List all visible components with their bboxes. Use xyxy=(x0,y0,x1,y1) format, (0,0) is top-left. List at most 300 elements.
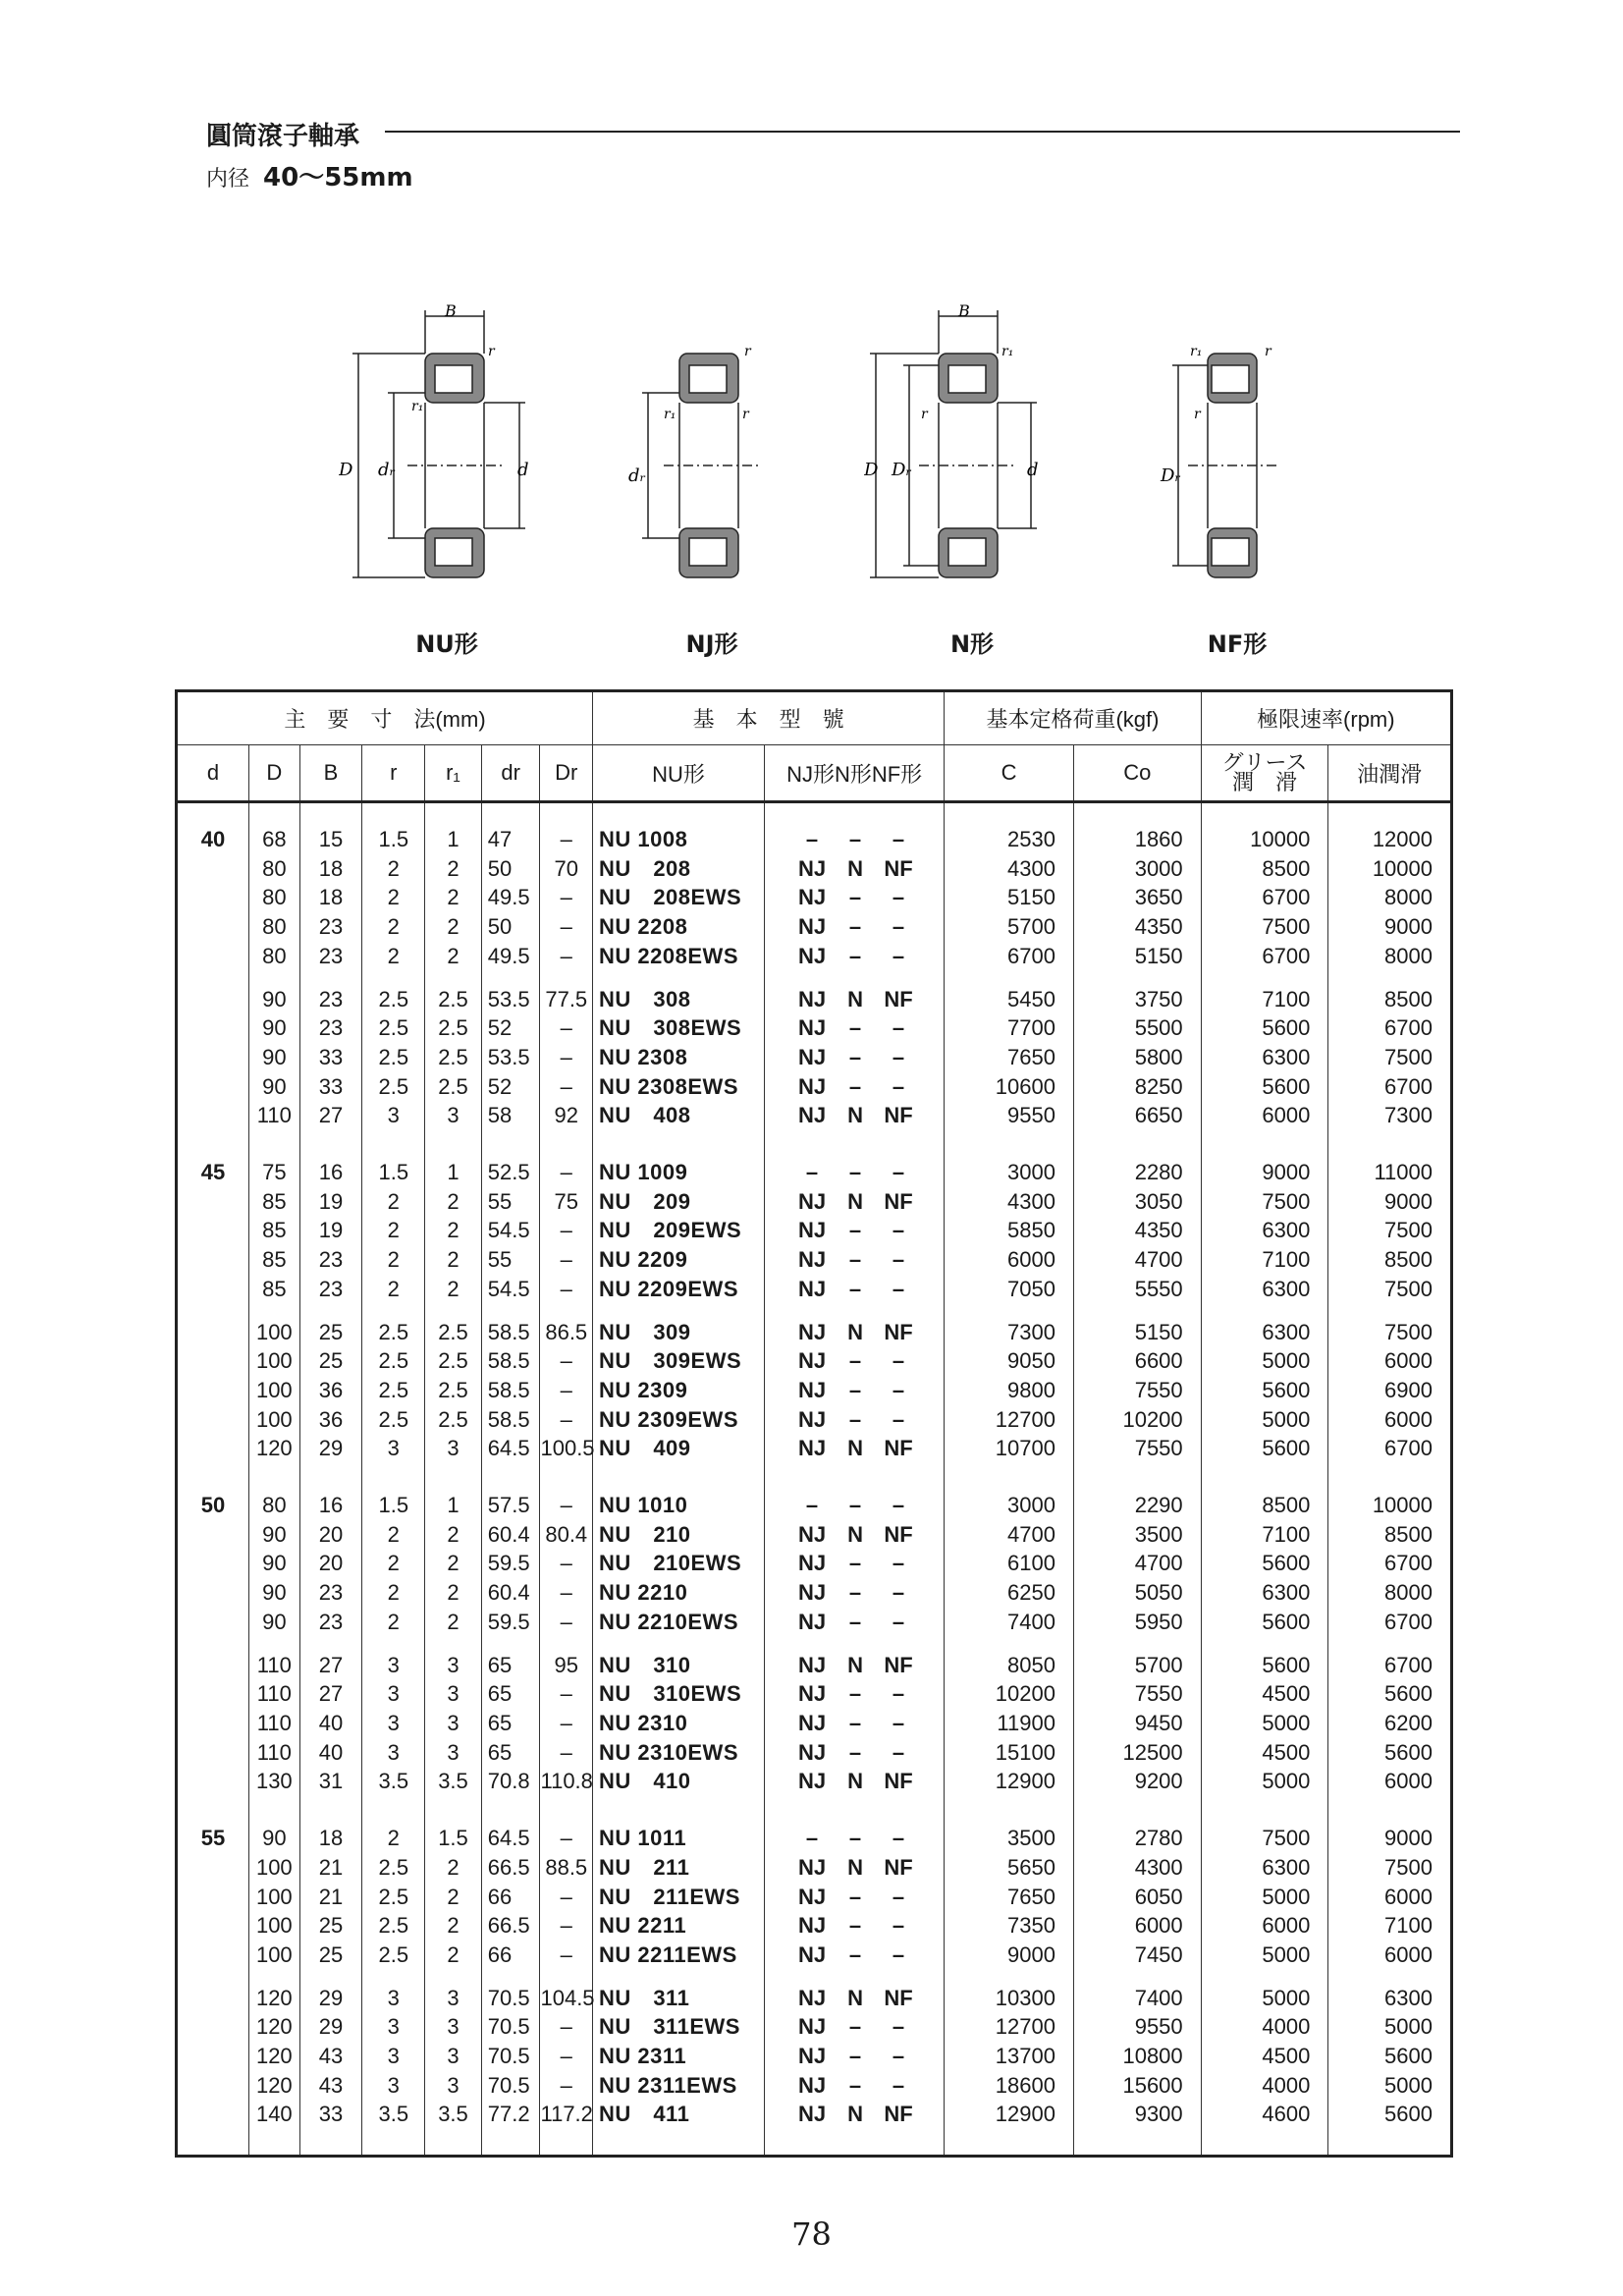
nf-bearing-drawing xyxy=(1149,304,1296,609)
table-row xyxy=(177,1043,1452,1072)
type-nj: NJ xyxy=(797,1073,827,1099)
spacer-cell xyxy=(1201,1144,1328,1158)
table-row xyxy=(177,1853,1452,1883)
cell-d xyxy=(177,942,249,971)
cell-r1: 2 xyxy=(425,1941,482,1970)
cell-Co: 12500 xyxy=(1073,1738,1201,1768)
cell-grease: 5600 xyxy=(1201,1651,1328,1680)
cell-nu-model: NU 2311 xyxy=(593,2042,765,2071)
cell-oil: 8000 xyxy=(1328,1578,1452,1608)
cell-Dr: – xyxy=(540,1738,593,1768)
type-n: N xyxy=(847,986,863,1011)
cell-dr: 70.5 xyxy=(481,2012,540,2042)
cell-grease: 5600 xyxy=(1201,1376,1328,1405)
cell-dr: 52.5 xyxy=(481,1158,540,1187)
cell-r1: 1.5 xyxy=(425,1824,482,1853)
type-nf: – xyxy=(892,1218,905,1243)
cell-C: 10700 xyxy=(945,1434,1074,1463)
cell-Co: 5150 xyxy=(1073,942,1201,971)
cell-dr: 58.5 xyxy=(481,1405,540,1435)
cell-B: 20 xyxy=(299,1520,362,1550)
cell-oil: 8500 xyxy=(1328,985,1452,1014)
cell-r1: 2 xyxy=(425,1187,482,1217)
spacer-cell xyxy=(299,1304,362,1318)
cell-C: 12900 xyxy=(945,2100,1074,2129)
cell-r: 3 xyxy=(362,2012,425,2042)
cell-D: 120 xyxy=(249,2042,299,2071)
table-row xyxy=(177,2071,1452,2101)
label-d: d xyxy=(517,460,529,480)
cell-oil: 7500 xyxy=(1328,1043,1452,1072)
table-row xyxy=(177,883,1452,912)
cell-C: 10300 xyxy=(945,1984,1074,2013)
cell-Co: 2280 xyxy=(1073,1158,1201,1187)
cell-C: 7700 xyxy=(945,1013,1074,1043)
cell-Co: 9300 xyxy=(1073,2100,1201,2129)
cell-d xyxy=(177,1984,249,2013)
spacer-cell xyxy=(362,1637,425,1651)
cell-dr: 53.5 xyxy=(481,985,540,1014)
table-row xyxy=(177,1376,1452,1405)
type-n: – xyxy=(848,2014,862,2040)
cell-D: 90 xyxy=(249,1549,299,1578)
type-nf: – xyxy=(892,1609,905,1634)
table-row xyxy=(177,1520,1452,1550)
cell-oil: 7500 xyxy=(1328,1275,1452,1304)
cell-r: 2 xyxy=(362,1520,425,1550)
spacer-cell xyxy=(1328,1463,1452,1477)
cell-types xyxy=(765,1434,945,1463)
spacer-cell xyxy=(765,1130,945,1144)
type-nj: NJ xyxy=(797,1913,827,1939)
cell-d xyxy=(177,1013,249,1043)
type-nf: – xyxy=(892,2014,905,2040)
cell-grease: 5000 xyxy=(1201,1767,1328,1796)
type-nf: NF xyxy=(884,1436,913,1461)
cell-D: 100 xyxy=(249,1853,299,1883)
table-row xyxy=(177,1824,1452,1853)
spacer-row xyxy=(177,1637,1452,1651)
cell-grease: 4500 xyxy=(1201,1679,1328,1709)
table-row xyxy=(177,1346,1452,1376)
cell-oil: 7300 xyxy=(1328,1101,1452,1130)
cell-r1: 2 xyxy=(425,1883,482,1912)
cell-B: 29 xyxy=(299,1434,362,1463)
cell-C: 11900 xyxy=(945,1709,1074,1738)
cell-oil: 6700 xyxy=(1328,1651,1452,1680)
type-nf: – xyxy=(892,1710,905,1735)
cell-Dr: – xyxy=(540,825,593,854)
cell-Co: 6600 xyxy=(1073,1346,1201,1376)
cell-Co: 4700 xyxy=(1073,1549,1201,1578)
label-r: r xyxy=(744,344,751,359)
cell-B: 33 xyxy=(299,1043,362,1072)
cell-oil: 8500 xyxy=(1328,1520,1452,1550)
spacer-cell xyxy=(1328,1130,1452,1144)
cell-dr: 50 xyxy=(481,912,540,942)
cell-B: 43 xyxy=(299,2071,362,2101)
cell-r1: 2 xyxy=(425,912,482,942)
cell-B: 25 xyxy=(299,1346,362,1376)
cell-B: 15 xyxy=(299,825,362,854)
spacer-cell xyxy=(1328,1637,1452,1651)
cell-nu-model: NU 2309 xyxy=(593,1376,765,1405)
cell-Co: 8250 xyxy=(1073,1072,1201,1102)
cell-dr: 49.5 xyxy=(481,883,540,912)
cell-d xyxy=(177,2100,249,2129)
cell-d xyxy=(177,1767,249,1796)
type-nj: NJ xyxy=(797,986,827,1011)
type-nf: – xyxy=(892,1681,905,1707)
spacer-cell xyxy=(765,2129,945,2157)
cell-r1: 3.5 xyxy=(425,1767,482,1796)
table-row xyxy=(177,985,1452,1014)
cell-Dr: – xyxy=(540,942,593,971)
cell-nu-model: NU 309EWS xyxy=(593,1346,765,1376)
spacer-cell xyxy=(249,1796,299,1810)
cell-nu-model: NU 2308EWS xyxy=(593,1072,765,1102)
cell-dr: 47 xyxy=(481,825,540,854)
cell-r: 3 xyxy=(362,1709,425,1738)
cell-grease: 4500 xyxy=(1201,1738,1328,1768)
type-nj: – xyxy=(805,1826,819,1851)
spacer-cell xyxy=(945,802,1074,826)
cell-oil: 8000 xyxy=(1328,883,1452,912)
cell-d xyxy=(177,1101,249,1130)
type-nf: – xyxy=(892,1580,905,1606)
spacer-cell xyxy=(945,1637,1074,1651)
type-n: N xyxy=(847,1652,863,1677)
col-B: B xyxy=(299,745,362,802)
cell-Co: 3050 xyxy=(1073,1187,1201,1217)
cell-nu-model: NU 410 xyxy=(593,1767,765,1796)
type-n: – xyxy=(848,1160,862,1185)
speed-limit-header: 極限速率(rpm) xyxy=(1201,691,1451,745)
cell-Dr: – xyxy=(540,1578,593,1608)
cell-Dr: – xyxy=(540,1245,593,1275)
cell-d: 50 xyxy=(177,1491,249,1520)
cell-C: 7300 xyxy=(945,1318,1074,1347)
cell-r: 1.5 xyxy=(362,1491,425,1520)
type-n: N xyxy=(847,855,863,881)
cell-Dr: 92 xyxy=(540,1101,593,1130)
cell-nu-model: NU 2310 xyxy=(593,1709,765,1738)
cell-dr: 49.5 xyxy=(481,942,540,971)
cell-C: 10200 xyxy=(945,1679,1074,1709)
type-n: N xyxy=(847,1854,863,1880)
type-nj: NJ xyxy=(797,1521,827,1547)
type-nf: NF xyxy=(884,1521,913,1547)
cell-oil: 6000 xyxy=(1328,1941,1452,1970)
table-row xyxy=(177,912,1452,942)
spacer-cell xyxy=(765,1463,945,1477)
cell-dr: 55 xyxy=(481,1245,540,1275)
cell-r: 3 xyxy=(362,1101,425,1130)
type-n: – xyxy=(848,1551,862,1576)
table-row xyxy=(177,1216,1452,1245)
cell-C: 5450 xyxy=(945,985,1074,1014)
cell-D: 80 xyxy=(249,912,299,942)
cell-grease: 5000 xyxy=(1201,1405,1328,1435)
cell-r1: 2.5 xyxy=(425,1043,482,1072)
cell-types xyxy=(765,1911,945,1941)
cell-r1: 2 xyxy=(425,1245,482,1275)
spacer-cell xyxy=(249,971,299,985)
cell-types xyxy=(765,1275,945,1304)
cell-oil: 5600 xyxy=(1328,1679,1452,1709)
cell-r1: 2.5 xyxy=(425,1318,482,1347)
table-row xyxy=(177,1072,1452,1102)
cell-r1: 2 xyxy=(425,1275,482,1304)
spacer-cell xyxy=(481,2129,540,2157)
cell-B: 40 xyxy=(299,1709,362,1738)
spacer-cell xyxy=(540,1796,593,1810)
load-rating-header: 基本定格荷重(kgf) xyxy=(945,691,1201,745)
type-n: – xyxy=(848,827,862,851)
cell-nu-model: NU 310 xyxy=(593,1651,765,1680)
spacer-cell xyxy=(1328,802,1452,826)
cell-B: 16 xyxy=(299,1158,362,1187)
spacer-cell xyxy=(765,1304,945,1318)
type-nj: NJ xyxy=(797,1188,827,1214)
n-bearing-drawing xyxy=(864,304,1060,609)
cell-C: 6000 xyxy=(945,1245,1074,1275)
cell-r: 2 xyxy=(362,1216,425,1245)
cell-Co: 5050 xyxy=(1073,1578,1201,1608)
cell-types xyxy=(765,1072,945,1102)
cell-D: 85 xyxy=(249,1275,299,1304)
label-r1: r₁ xyxy=(1001,344,1014,359)
spacer-cell xyxy=(1328,1970,1452,1984)
type-n: – xyxy=(848,1247,862,1273)
cell-D: 140 xyxy=(249,2100,299,2129)
type-nj: NJ xyxy=(797,1247,827,1273)
table-row xyxy=(177,942,1452,971)
cell-r: 3 xyxy=(362,2071,425,2101)
spacer-row xyxy=(177,1463,1452,1477)
spacer-cell xyxy=(765,1796,945,1810)
cell-grease: 5600 xyxy=(1201,1434,1328,1463)
cell-C: 9050 xyxy=(945,1346,1074,1376)
cell-D: 100 xyxy=(249,1346,299,1376)
cell-oil: 5600 xyxy=(1328,1738,1452,1768)
spacer-cell xyxy=(425,1477,482,1491)
cell-nu-model: NU 411 xyxy=(593,2100,765,2129)
spacer-row xyxy=(177,1796,1452,1810)
spacer-cell xyxy=(1328,1810,1452,1824)
cell-r1: 2 xyxy=(425,1911,482,1941)
cell-r1: 2 xyxy=(425,883,482,912)
cell-dr: 60.4 xyxy=(481,1578,540,1608)
type-n: – xyxy=(848,1377,862,1402)
cell-Dr: – xyxy=(540,2042,593,2071)
cell-grease: 5000 xyxy=(1201,1709,1328,1738)
spacer-cell xyxy=(362,1304,425,1318)
spacer-cell xyxy=(362,1144,425,1158)
type-nf: – xyxy=(892,1406,905,1432)
table-row xyxy=(177,2100,1452,2129)
nu-bearing-drawing xyxy=(339,304,555,609)
cell-r1: 2 xyxy=(425,1853,482,1883)
cell-oil: 12000 xyxy=(1328,825,1452,854)
col-d: d xyxy=(177,745,249,802)
cell-r1: 3.5 xyxy=(425,2100,482,2129)
type-n: N xyxy=(847,1103,863,1128)
cell-r: 1.5 xyxy=(362,825,425,854)
cell-nu-model: NU 1010 xyxy=(593,1491,765,1520)
cell-oil: 7500 xyxy=(1328,1318,1452,1347)
cell-r1: 2.5 xyxy=(425,1013,482,1043)
spacer-cell xyxy=(593,1304,765,1318)
type-nj: NJ xyxy=(797,2102,827,2127)
cell-C: 5850 xyxy=(945,1216,1074,1245)
cell-Dr: – xyxy=(540,883,593,912)
cell-B: 36 xyxy=(299,1405,362,1435)
spacer-cell xyxy=(765,1637,945,1651)
spacer-cell xyxy=(481,1144,540,1158)
cell-C: 9550 xyxy=(945,1101,1074,1130)
cell-grease: 5600 xyxy=(1201,1072,1328,1102)
cell-d xyxy=(177,1434,249,1463)
label-d: d xyxy=(1027,460,1039,480)
spacer-cell xyxy=(299,1477,362,1491)
spacer-cell xyxy=(425,1130,482,1144)
cell-r: 2.5 xyxy=(362,1405,425,1435)
spacer-cell xyxy=(249,1463,299,1477)
cell-C: 3500 xyxy=(945,1824,1074,1853)
cell-B: 23 xyxy=(299,1578,362,1608)
col-grease-line1: グリース xyxy=(1221,750,1308,775)
spacer-cell xyxy=(299,1637,362,1651)
cell-C: 7050 xyxy=(945,1275,1074,1304)
col-grease xyxy=(1201,745,1328,802)
cell-Co: 2290 xyxy=(1073,1491,1201,1520)
cell-dr: 70.5 xyxy=(481,2071,540,2101)
cell-B: 27 xyxy=(299,1679,362,1709)
cell-d xyxy=(177,1883,249,1912)
spacer-row xyxy=(177,971,1452,985)
cell-D: 110 xyxy=(249,1651,299,1680)
cell-r1: 2 xyxy=(425,1578,482,1608)
cell-Dr: – xyxy=(540,1709,593,1738)
cell-dr: 60.4 xyxy=(481,1520,540,1550)
label-dr: dᵣ xyxy=(378,460,396,480)
cell-Co: 9550 xyxy=(1073,2012,1201,2042)
label-r: r xyxy=(1194,407,1201,422)
cell-D: 85 xyxy=(249,1216,299,1245)
type-n: – xyxy=(848,1015,862,1041)
cell-Dr: – xyxy=(540,1376,593,1405)
cell-nu-model: NU 311EWS xyxy=(593,2012,765,2042)
cell-C: 10600 xyxy=(945,1072,1074,1102)
spacer-cell xyxy=(425,971,482,985)
spacer-row xyxy=(177,1970,1452,1984)
cell-r: 2 xyxy=(362,854,425,884)
cell-B: 19 xyxy=(299,1187,362,1217)
col-nj-n-nf: NJ形N形NF形 xyxy=(765,745,945,802)
spacer-cell xyxy=(177,1796,249,1810)
cell-Dr: – xyxy=(540,1679,593,1709)
col-Dr: Dr xyxy=(540,745,593,802)
spacer-cell xyxy=(481,1304,540,1318)
type-nj: NJ xyxy=(797,2072,827,2098)
cell-d xyxy=(177,1376,249,1405)
type-nf: – xyxy=(892,1044,905,1069)
cell-r: 2 xyxy=(362,1578,425,1608)
label-r1: r₁ xyxy=(664,407,676,422)
cell-D: 120 xyxy=(249,1434,299,1463)
cell-r: 2.5 xyxy=(362,1072,425,1102)
cell-D: 100 xyxy=(249,1318,299,1347)
cell-Dr: 80.4 xyxy=(540,1520,593,1550)
cell-dr: 55 xyxy=(481,1187,540,1217)
spacer-cell xyxy=(945,1477,1074,1491)
cell-d: 40 xyxy=(177,825,249,854)
cell-oil: 9000 xyxy=(1328,1824,1452,1853)
cell-types xyxy=(765,1883,945,1912)
spacer-cell xyxy=(1073,1796,1201,1810)
spacer-cell xyxy=(481,971,540,985)
spacer-cell xyxy=(945,1304,1074,1318)
cell-B: 23 xyxy=(299,1245,362,1275)
cell-oil: 6000 xyxy=(1328,1767,1452,1796)
label-r: r xyxy=(742,407,749,422)
cell-r1: 2.5 xyxy=(425,1346,482,1376)
spacer-cell xyxy=(299,971,362,985)
cell-dr: 65 xyxy=(481,1738,540,1768)
cell-r: 2.5 xyxy=(362,1346,425,1376)
cell-grease: 6700 xyxy=(1201,883,1328,912)
cell-D: 100 xyxy=(249,1405,299,1435)
cell-dr: 70.5 xyxy=(481,2042,540,2071)
spacer-cell xyxy=(1201,802,1328,826)
label-r1: r₁ xyxy=(1190,344,1203,359)
cell-r: 2.5 xyxy=(362,1376,425,1405)
cell-D: 120 xyxy=(249,1984,299,2013)
cell-B: 16 xyxy=(299,1491,362,1520)
cell-D: 110 xyxy=(249,1679,299,1709)
spacer-cell xyxy=(945,1144,1074,1158)
cell-Co: 9200 xyxy=(1073,1767,1201,1796)
cell-C: 4300 xyxy=(945,1187,1074,1217)
spacer-cell xyxy=(945,971,1074,985)
cell-d xyxy=(177,1679,249,1709)
cell-nu-model: NU 308EWS xyxy=(593,1013,765,1043)
col-grease-line2: 潤 滑 xyxy=(1231,770,1297,794)
type-nf: – xyxy=(892,885,905,910)
spacer-cell xyxy=(540,1463,593,1477)
cell-r1: 2 xyxy=(425,942,482,971)
table-row xyxy=(177,1434,1452,1463)
type-nf: – xyxy=(892,1073,905,1099)
cell-dr: 66.5 xyxy=(481,1911,540,1941)
type-nf: NF xyxy=(884,2102,913,2127)
cell-nu-model: NU 1009 xyxy=(593,1158,765,1187)
spacer-cell xyxy=(249,1637,299,1651)
type-nf: NF xyxy=(884,1985,913,2010)
type-nj: NJ xyxy=(797,1884,827,1909)
cell-oil: 7500 xyxy=(1328,1216,1452,1245)
type-nj: NJ xyxy=(797,1044,827,1069)
cell-r1: 2.5 xyxy=(425,985,482,1014)
cell-Dr: – xyxy=(540,1072,593,1102)
cell-grease: 7100 xyxy=(1201,1520,1328,1550)
cell-r: 2 xyxy=(362,942,425,971)
cell-nu-model: NU 2210 xyxy=(593,1578,765,1608)
spacer-cell xyxy=(177,802,249,826)
cell-Co: 10800 xyxy=(1073,2042,1201,2071)
spacer-cell xyxy=(1201,971,1328,985)
